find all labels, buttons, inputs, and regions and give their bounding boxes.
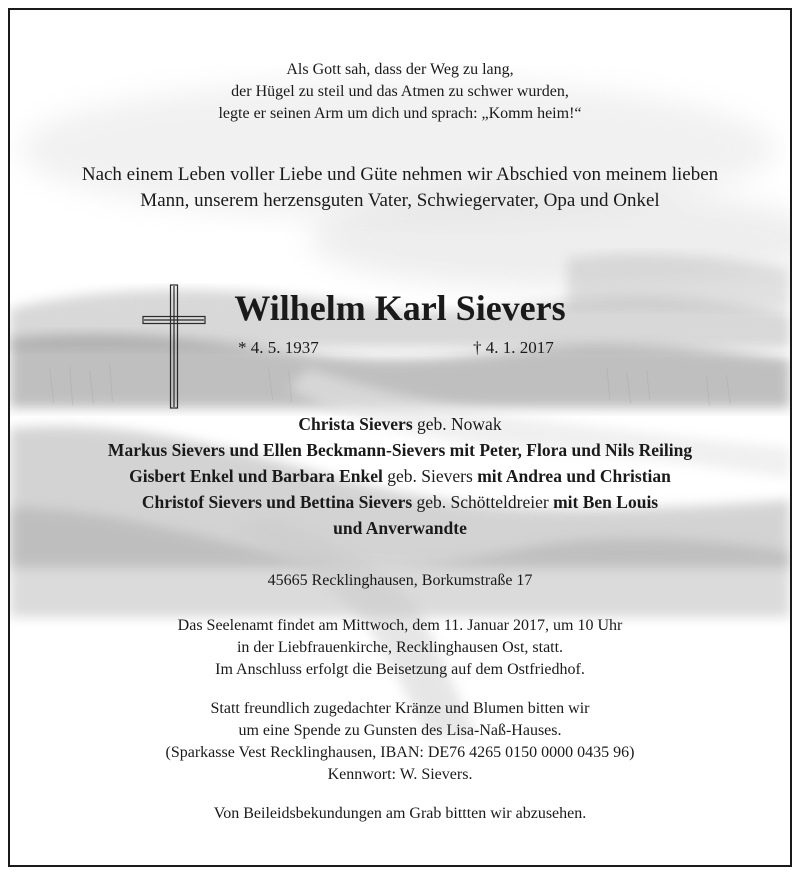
poem-line: der Hügel zu steil und das Atmen zu schwer wurden,	[231, 83, 569, 100]
mourners-list	[10, 411, 790, 541]
poem-line: legte er seinen Arm um dich und sprach: „Komm heim!“	[218, 105, 582, 122]
family-address: 45665 Recklinghausen, Borkumstraße 17	[267, 572, 533, 589]
mourner-note: geb. Sievers	[382, 466, 478, 486]
poem	[10, 59, 790, 125]
mourner-name: mit Ben Louis	[553, 492, 659, 512]
donation-line: um eine Spende zu Gunsten des Lisa-Naß-Hauses.	[238, 722, 562, 739]
mourner-note: geb. Nowak	[412, 414, 502, 434]
service-line: Das Seelenamt findet am Mittwoch, dem 11. Januar 2017, um 10 Uhr	[177, 617, 623, 634]
mourner-note: geb. Schötteldreier	[412, 492, 554, 512]
mourner-name: Gisbert Enkel und Barbara Enkel	[129, 466, 383, 486]
obituary-notice	[8, 8, 792, 867]
mourner-name: und Anverwandte	[333, 518, 467, 538]
donation-line: Statt freundlich zugedachter Kränze und Blumen bitten wir	[210, 700, 590, 717]
donation-info	[10, 698, 790, 786]
service-line: Im Anschluss erfolgt die Beisetzung auf dem Ostfriedhof.	[215, 661, 585, 678]
closing-note: Von Beileidsbekundungen am Grab bittten wir abzusehen.	[213, 805, 587, 822]
intro-line: Nach einem Leben voller Liebe und Güte nehmen wir Abschied von meinem lieben	[81, 164, 719, 185]
intro-text	[10, 162, 790, 214]
intro-line: Mann, unserem herzensguten Vater, Schwiegervater, Opa und Onkel	[140, 190, 660, 211]
mourner-line	[10, 489, 790, 515]
deceased-name: Wilhelm Karl Sievers	[234, 288, 566, 328]
donation-line: (Sparkasse Vest Recklinghausen, IBAN: DE76 4265 0150 0000 0435 96)	[165, 744, 635, 761]
donation-line: Kennwort: W. Sievers.	[327, 766, 473, 783]
mourner-line	[10, 411, 790, 437]
birth-date: * 4. 5. 1937	[238, 338, 319, 357]
service-line: in der Liebfrauenkirche, Recklinghausen Ost, statt.	[236, 639, 564, 656]
mourner-name: Markus Sievers und Ellen Beckmann-Sievers mit Peter, Flora und Nils Reiling	[107, 440, 693, 460]
mourner-line	[10, 437, 790, 463]
mourner-line	[10, 463, 790, 489]
poem-line: Als Gott sah, dass der Weg zu lang,	[286, 61, 514, 78]
service-info	[10, 615, 790, 681]
mourner-name: mit Andrea und Christian	[477, 466, 671, 486]
mourner-line	[10, 515, 790, 541]
death-date: † 4. 1. 2017	[473, 338, 554, 357]
mourner-name: Christof Sievers und Bettina Sievers	[141, 492, 413, 512]
mourner-name: Christa Sievers	[298, 414, 413, 434]
